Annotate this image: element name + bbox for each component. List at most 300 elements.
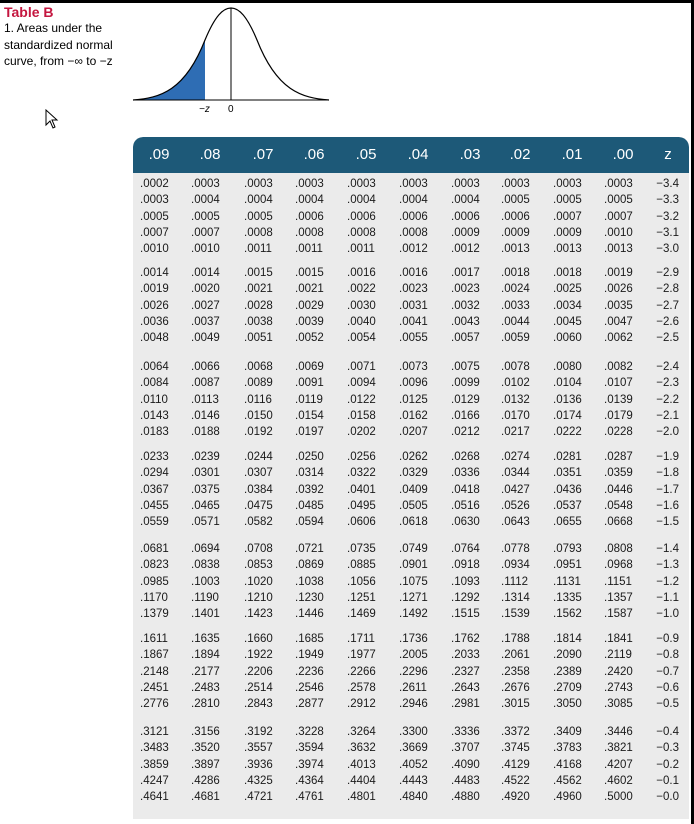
z-value: −1.6: [656, 499, 679, 512]
probability-cell: .0060: [553, 332, 582, 345]
probability-cell: .1894: [191, 649, 220, 662]
z-value: −0.6: [656, 681, 679, 694]
z-value: −1.3: [656, 559, 679, 572]
probability-cell: .0084: [140, 377, 169, 390]
probability-cell: .0968: [604, 559, 633, 572]
probability-cell: .0003: [140, 194, 169, 207]
probability-cell: .3050: [553, 698, 582, 711]
probability-cell: .0367: [140, 483, 169, 496]
probability-cell: .0116: [244, 393, 272, 406]
probability-cell: .0192: [244, 426, 273, 439]
probability-cell: .0170: [501, 409, 530, 422]
probability-cell: .0010: [140, 243, 169, 256]
probability-cell: .0003: [191, 178, 220, 190]
probability-cell: .0064: [140, 361, 169, 373]
probability-cell: .0047: [604, 315, 633, 328]
probability-cell: .0749: [399, 543, 428, 555]
probability-cell: .0094: [347, 377, 376, 390]
z-value: −0.0: [656, 791, 679, 804]
probability-cell: .0068: [244, 361, 273, 373]
probability-cell: .2119: [604, 649, 632, 662]
probability-cell: .0132: [501, 393, 530, 406]
probability-cell: .1003: [191, 575, 220, 588]
probability-cell: .3336: [451, 726, 480, 738]
probability-cell: .0032: [451, 299, 480, 312]
z-value: −2.8: [656, 283, 679, 296]
probability-cell: .0007: [604, 210, 633, 223]
probability-cell: .3897: [191, 758, 220, 771]
probability-cell: .1539: [501, 608, 530, 621]
probability-cell: .0021: [295, 283, 324, 296]
probability-cell: .0009: [451, 226, 480, 239]
probability-cell: .0446: [604, 483, 633, 496]
probability-cell: .0465: [191, 499, 220, 512]
probability-cell: .0869: [295, 559, 324, 572]
probability-cell: .4129: [501, 758, 530, 771]
probability-cell: .1949: [295, 649, 324, 662]
probability-cell: .0011: [347, 243, 375, 256]
probability-cell: .0409: [399, 483, 428, 496]
probability-cell: .0107: [604, 377, 633, 390]
probability-cell: .1056: [347, 575, 376, 588]
probability-cell: .1357: [604, 591, 633, 604]
z-value: −2.7: [656, 299, 679, 312]
probability-cell: .1271: [399, 591, 428, 604]
probability-cell: .0778: [501, 543, 530, 555]
probability-cell: .0054: [347, 332, 376, 345]
probability-cell: .0322: [347, 467, 376, 480]
probability-cell: .3228: [295, 726, 324, 738]
z-value: −3.4: [656, 178, 679, 190]
probability-cell: .2177: [191, 665, 220, 678]
probability-cell: .0091: [295, 377, 324, 390]
probability-cell: .0037: [191, 315, 220, 328]
probability-cell: .0035: [604, 299, 633, 312]
probability-cell: .4602: [604, 774, 633, 787]
probability-cell: .1660: [244, 633, 273, 645]
probability-cell: .1292: [451, 591, 480, 604]
probability-cell: .0003: [604, 178, 633, 190]
probability-cell: .3372: [501, 726, 530, 738]
probability-cell: .3557: [244, 742, 273, 755]
probability-cell: .0113: [191, 393, 219, 406]
probability-cell: .1587: [604, 608, 633, 621]
z-table: [133, 137, 689, 819]
probability-cell: .2451: [140, 681, 169, 694]
probability-cell: .0051: [244, 332, 273, 345]
probability-cell: .0179: [604, 409, 633, 422]
z-value: −0.8: [656, 649, 679, 662]
probability-cell: .0250: [295, 451, 324, 463]
probability-cell: .1814: [553, 633, 582, 645]
probability-cell: .0075: [451, 361, 480, 373]
probability-cell: .0066: [191, 361, 220, 373]
probability-cell: .0027: [191, 299, 220, 312]
probability-cell: .0808: [604, 543, 633, 555]
probability-cell: .0011: [295, 243, 323, 256]
probability-cell: .0049: [191, 332, 220, 345]
probability-cell: .2776: [140, 698, 169, 711]
z-value: −1.5: [656, 516, 679, 529]
z-value: −1.7: [656, 483, 679, 496]
table-caption: [4, 4, 119, 70]
probability-cell: .0197: [295, 426, 324, 439]
probability-cell: .0005: [501, 194, 530, 207]
probability-cell: .0301: [191, 467, 220, 480]
probability-cell: .1401: [191, 608, 220, 621]
probability-cell: .0239: [191, 451, 220, 463]
probability-cell: .0023: [451, 283, 480, 296]
probability-cell: .0013: [604, 243, 633, 256]
z-value: −1.8: [656, 467, 679, 480]
probability-cell: .0003: [347, 178, 376, 190]
probability-cell: .0329: [399, 467, 428, 480]
probability-cell: .0089: [244, 377, 273, 390]
probability-cell: .0059: [501, 332, 530, 345]
probability-cell: .0082: [604, 361, 633, 373]
probability-cell: .0314: [295, 467, 324, 480]
probability-cell: .0351: [553, 467, 582, 480]
probability-cell: .0045: [553, 315, 582, 328]
probability-cell: .3264: [347, 726, 376, 738]
probability-cell: .1635: [191, 633, 220, 645]
zero-label: 0: [228, 104, 234, 115]
probability-cell: .0080: [553, 361, 582, 373]
probability-cell: .1038: [295, 575, 324, 588]
probability-cell: .0015: [244, 267, 273, 279]
probability-cell: .0281: [553, 451, 582, 463]
probability-cell: .4404: [347, 774, 376, 787]
probability-cell: .2389: [553, 665, 582, 678]
probability-cell: .0436: [553, 483, 582, 496]
header-z: z: [664, 146, 672, 163]
z-value: −1.0: [656, 608, 679, 621]
probability-cell: .0078: [501, 361, 530, 373]
probability-cell: .4286: [191, 774, 220, 787]
z-value: −3.0: [656, 243, 679, 256]
probability-cell: .2709: [553, 681, 582, 694]
header-col-07: .07: [252, 146, 274, 163]
probability-cell: .2578: [347, 681, 376, 694]
probability-cell: .0021: [244, 283, 273, 296]
probability-cell: .0162: [399, 409, 428, 422]
probability-cell: .0020: [191, 283, 220, 296]
z-value: −2.2: [656, 393, 679, 406]
probability-cell: .2643: [451, 681, 480, 694]
probability-cell: .2033: [451, 649, 480, 662]
z-value: −2.3: [656, 377, 679, 390]
probability-cell: .0708: [244, 543, 273, 555]
probability-cell: .0016: [399, 267, 428, 279]
probability-cell: .0594: [295, 516, 324, 529]
neg-z-label: −z: [199, 104, 210, 115]
probability-cell: .0009: [553, 226, 582, 239]
probability-cell: .0028: [244, 299, 273, 312]
probability-cell: .0003: [244, 178, 273, 190]
table-header: [133, 137, 689, 173]
probability-cell: .0043: [451, 315, 480, 328]
probability-cell: .0003: [501, 178, 530, 190]
probability-cell: .0217: [501, 426, 530, 439]
probability-cell: .3446: [604, 726, 633, 738]
probability-cell: .3821: [604, 742, 633, 755]
probability-cell: .0721: [295, 543, 324, 555]
probability-cell: .3156: [191, 726, 220, 738]
probability-cell: .0559: [140, 516, 169, 529]
z-value: −2.6: [656, 315, 679, 328]
probability-cell: .0681: [140, 543, 169, 555]
probability-cell: .2877: [295, 698, 324, 711]
probability-cell: .0526: [501, 499, 530, 512]
probability-cell: .1922: [244, 649, 273, 662]
z-value: −2.1: [656, 409, 679, 422]
probability-cell: .0228: [604, 426, 633, 439]
z-value: −2.9: [656, 267, 679, 279]
probability-cell: .1151: [604, 575, 632, 588]
probability-cell: .0188: [191, 426, 220, 439]
probability-cell: .2236: [295, 665, 324, 678]
probability-cell: .0668: [604, 516, 633, 529]
probability-cell: .0071: [347, 361, 376, 373]
probability-cell: .1841: [604, 633, 633, 645]
probability-cell: .0336: [451, 467, 480, 480]
normal-curve-figure: [130, 6, 335, 118]
probability-cell: .3974: [295, 758, 324, 771]
probability-cell: .0793: [553, 543, 582, 555]
probability-cell: .3121: [140, 726, 169, 738]
probability-cell: .3936: [244, 758, 273, 771]
probability-cell: .0485: [295, 499, 324, 512]
probability-cell: .3015: [501, 698, 530, 711]
probability-cell: .0174: [553, 409, 582, 422]
probability-cell: .4681: [191, 791, 220, 804]
probability-cell: .0143: [140, 409, 169, 422]
probability-cell: .0004: [295, 194, 324, 207]
probability-cell: .4960: [553, 791, 582, 804]
probability-cell: .3669: [399, 742, 428, 755]
probability-cell: .0031: [399, 299, 428, 312]
probability-cell: .1379: [140, 608, 169, 621]
z-value: −0.1: [656, 774, 679, 787]
probability-cell: .3594: [295, 742, 324, 755]
probability-cell: .2483: [191, 681, 220, 694]
header-col-08: .08: [199, 146, 221, 163]
probability-cell: .0026: [140, 299, 169, 312]
probability-cell: .1515: [451, 608, 480, 621]
probability-cell: .0764: [451, 543, 480, 555]
probability-cell: .0010: [191, 243, 220, 256]
probability-cell: .0146: [191, 409, 220, 422]
probability-cell: .0033: [501, 299, 530, 312]
z-value: −0.9: [656, 633, 679, 645]
probability-cell: .0004: [347, 194, 376, 207]
probability-cell: .0885: [347, 559, 376, 572]
probability-cell: .0853: [244, 559, 273, 572]
probability-cell: .0582: [244, 516, 273, 529]
probability-cell: .0038: [244, 315, 273, 328]
probability-cell: .0119: [295, 393, 323, 406]
probability-cell: .0154: [295, 409, 324, 422]
probability-cell: .0008: [347, 226, 376, 239]
probability-cell: .0018: [553, 267, 582, 279]
probability-cell: .2743: [604, 681, 633, 694]
probability-cell: .2514: [244, 681, 273, 694]
probability-cell: .0934: [501, 559, 530, 572]
probability-cell: .1170: [140, 591, 168, 604]
table-title: Table B: [4, 4, 54, 20]
probability-cell: .0475: [244, 499, 273, 512]
probability-cell: .0002: [140, 178, 169, 190]
probability-cell: .0006: [399, 210, 428, 223]
probability-cell: .0096: [399, 377, 428, 390]
probability-cell: .0014: [191, 267, 220, 279]
probability-cell: .0005: [191, 210, 220, 223]
probability-cell: .0009: [501, 226, 530, 239]
probability-cell: .0006: [295, 210, 324, 223]
probability-cell: .0039: [295, 315, 324, 328]
probability-cell: .4761: [295, 791, 324, 804]
shaded-area: [133, 40, 205, 100]
probability-cell: .0006: [347, 210, 376, 223]
z-value: −0.3: [656, 742, 679, 755]
probability-cell: .4522: [501, 774, 530, 787]
z-value: −3.2: [656, 210, 679, 223]
probability-cell: .0041: [399, 315, 428, 328]
probability-cell: .4443: [399, 774, 428, 787]
probability-cell: .1762: [451, 633, 480, 645]
probability-cell: .3300: [399, 726, 428, 738]
z-value: −1.9: [656, 451, 679, 463]
probability-cell: .0516: [451, 499, 480, 512]
probability-cell: .0104: [553, 377, 582, 390]
probability-cell: .0011: [244, 243, 272, 256]
probability-cell: .0087: [191, 377, 220, 390]
probability-cell: .0030: [347, 299, 376, 312]
probability-cell: .0008: [399, 226, 428, 239]
probability-cell: .3409: [553, 726, 582, 738]
probability-cell: .0048: [140, 332, 169, 345]
probability-cell: .0122: [347, 393, 376, 406]
probability-cell: .0375: [191, 483, 220, 496]
probability-cell: .0004: [244, 194, 273, 207]
probability-cell: .0040: [347, 315, 376, 328]
probability-cell: .0427: [501, 483, 530, 496]
header-col-05: .05: [355, 146, 377, 163]
probability-cell: .1210: [244, 591, 273, 604]
probability-cell: .4090: [451, 758, 480, 771]
probability-cell: .0455: [140, 499, 169, 512]
probability-cell: .0222: [553, 426, 582, 439]
probability-cell: .0294: [140, 467, 169, 480]
probability-cell: .1562: [553, 608, 582, 621]
probability-cell: .2005: [399, 649, 428, 662]
probability-cell: .2981: [451, 698, 480, 711]
probability-cell: .0018: [501, 267, 530, 279]
probability-cell: .1788: [501, 633, 530, 645]
probability-cell: .0012: [451, 243, 480, 256]
probability-cell: .2296: [399, 665, 428, 678]
probability-cell: .1977: [347, 649, 376, 662]
z-value: −0.2: [656, 758, 679, 771]
probability-cell: .0062: [604, 332, 633, 345]
probability-cell: .0036: [140, 315, 169, 328]
probability-cell: .0262: [399, 451, 428, 463]
probability-cell: .5000: [604, 791, 633, 804]
z-value: −0.4: [656, 726, 679, 738]
z-value: −1.1: [656, 591, 679, 604]
probability-cell: .0951: [553, 559, 582, 572]
probability-cell: .4052: [399, 758, 428, 771]
probability-cell: .0015: [295, 267, 324, 279]
probability-cell: .0384: [244, 483, 273, 496]
probability-cell: .4013: [347, 758, 376, 771]
probability-cell: .2420: [604, 665, 633, 678]
probability-cell: .0019: [604, 267, 633, 279]
z-value: −3.3: [656, 194, 679, 207]
probability-cell: .0630: [451, 516, 480, 529]
probability-cell: .0034: [553, 299, 582, 312]
probability-cell: .0069: [295, 361, 324, 373]
probability-cell: .0003: [451, 178, 480, 190]
probability-cell: .1020: [244, 575, 273, 588]
probability-cell: .0571: [191, 516, 220, 529]
probability-cell: .0307: [244, 467, 273, 480]
probability-cell: .0838: [191, 559, 220, 572]
probability-cell: .0008: [295, 226, 324, 239]
z-value: −1.2: [656, 575, 679, 588]
probability-cell: .2148: [140, 665, 169, 678]
probability-cell: .0985: [140, 575, 169, 588]
probability-cell: .1736: [399, 633, 428, 645]
header-col-03: .03: [459, 146, 481, 163]
z-value: −2.0: [656, 426, 679, 439]
probability-cell: .0017: [451, 267, 480, 279]
header-col-00: .00: [612, 146, 634, 163]
probability-cell: .2090: [553, 649, 582, 662]
table-description: 1. Areas under the standardized normal curve, from −∞ to −z: [4, 21, 113, 68]
probability-cell: .1446: [295, 608, 324, 621]
probability-cell: .1314: [501, 591, 530, 604]
probability-cell: .0006: [501, 210, 530, 223]
probability-cell: .0102: [501, 377, 530, 390]
probability-cell: .0183: [140, 426, 169, 439]
probability-cell: .0044: [501, 315, 530, 328]
probability-cell: .1112: [501, 575, 529, 588]
probability-cell: .0073: [399, 361, 428, 373]
probability-cell: .0014: [140, 267, 169, 279]
probability-cell: .0003: [399, 178, 428, 190]
probability-cell: .2327: [451, 665, 480, 678]
probability-cell: .0013: [501, 243, 530, 256]
probability-cell: .1685: [295, 633, 324, 645]
probability-cell: .1251: [347, 591, 376, 604]
probability-cell: .4483: [451, 774, 480, 787]
probability-cell: .4364: [295, 774, 324, 787]
header-col-06: .06: [303, 146, 325, 163]
probability-cell: .0129: [451, 393, 480, 406]
probability-cell: .2946: [399, 698, 428, 711]
probability-cell: .0344: [501, 467, 530, 480]
probability-cell: .0392: [295, 483, 324, 496]
probability-cell: .0022: [347, 283, 376, 296]
header-col-04: .04: [407, 146, 429, 163]
probability-cell: .0099: [451, 377, 480, 390]
probability-cell: .0026: [604, 283, 633, 296]
probability-cell: .2358: [501, 665, 530, 678]
probability-cell: .0008: [244, 226, 273, 239]
probability-cell: .0166: [451, 409, 480, 422]
probability-cell: .0150: [244, 409, 273, 422]
